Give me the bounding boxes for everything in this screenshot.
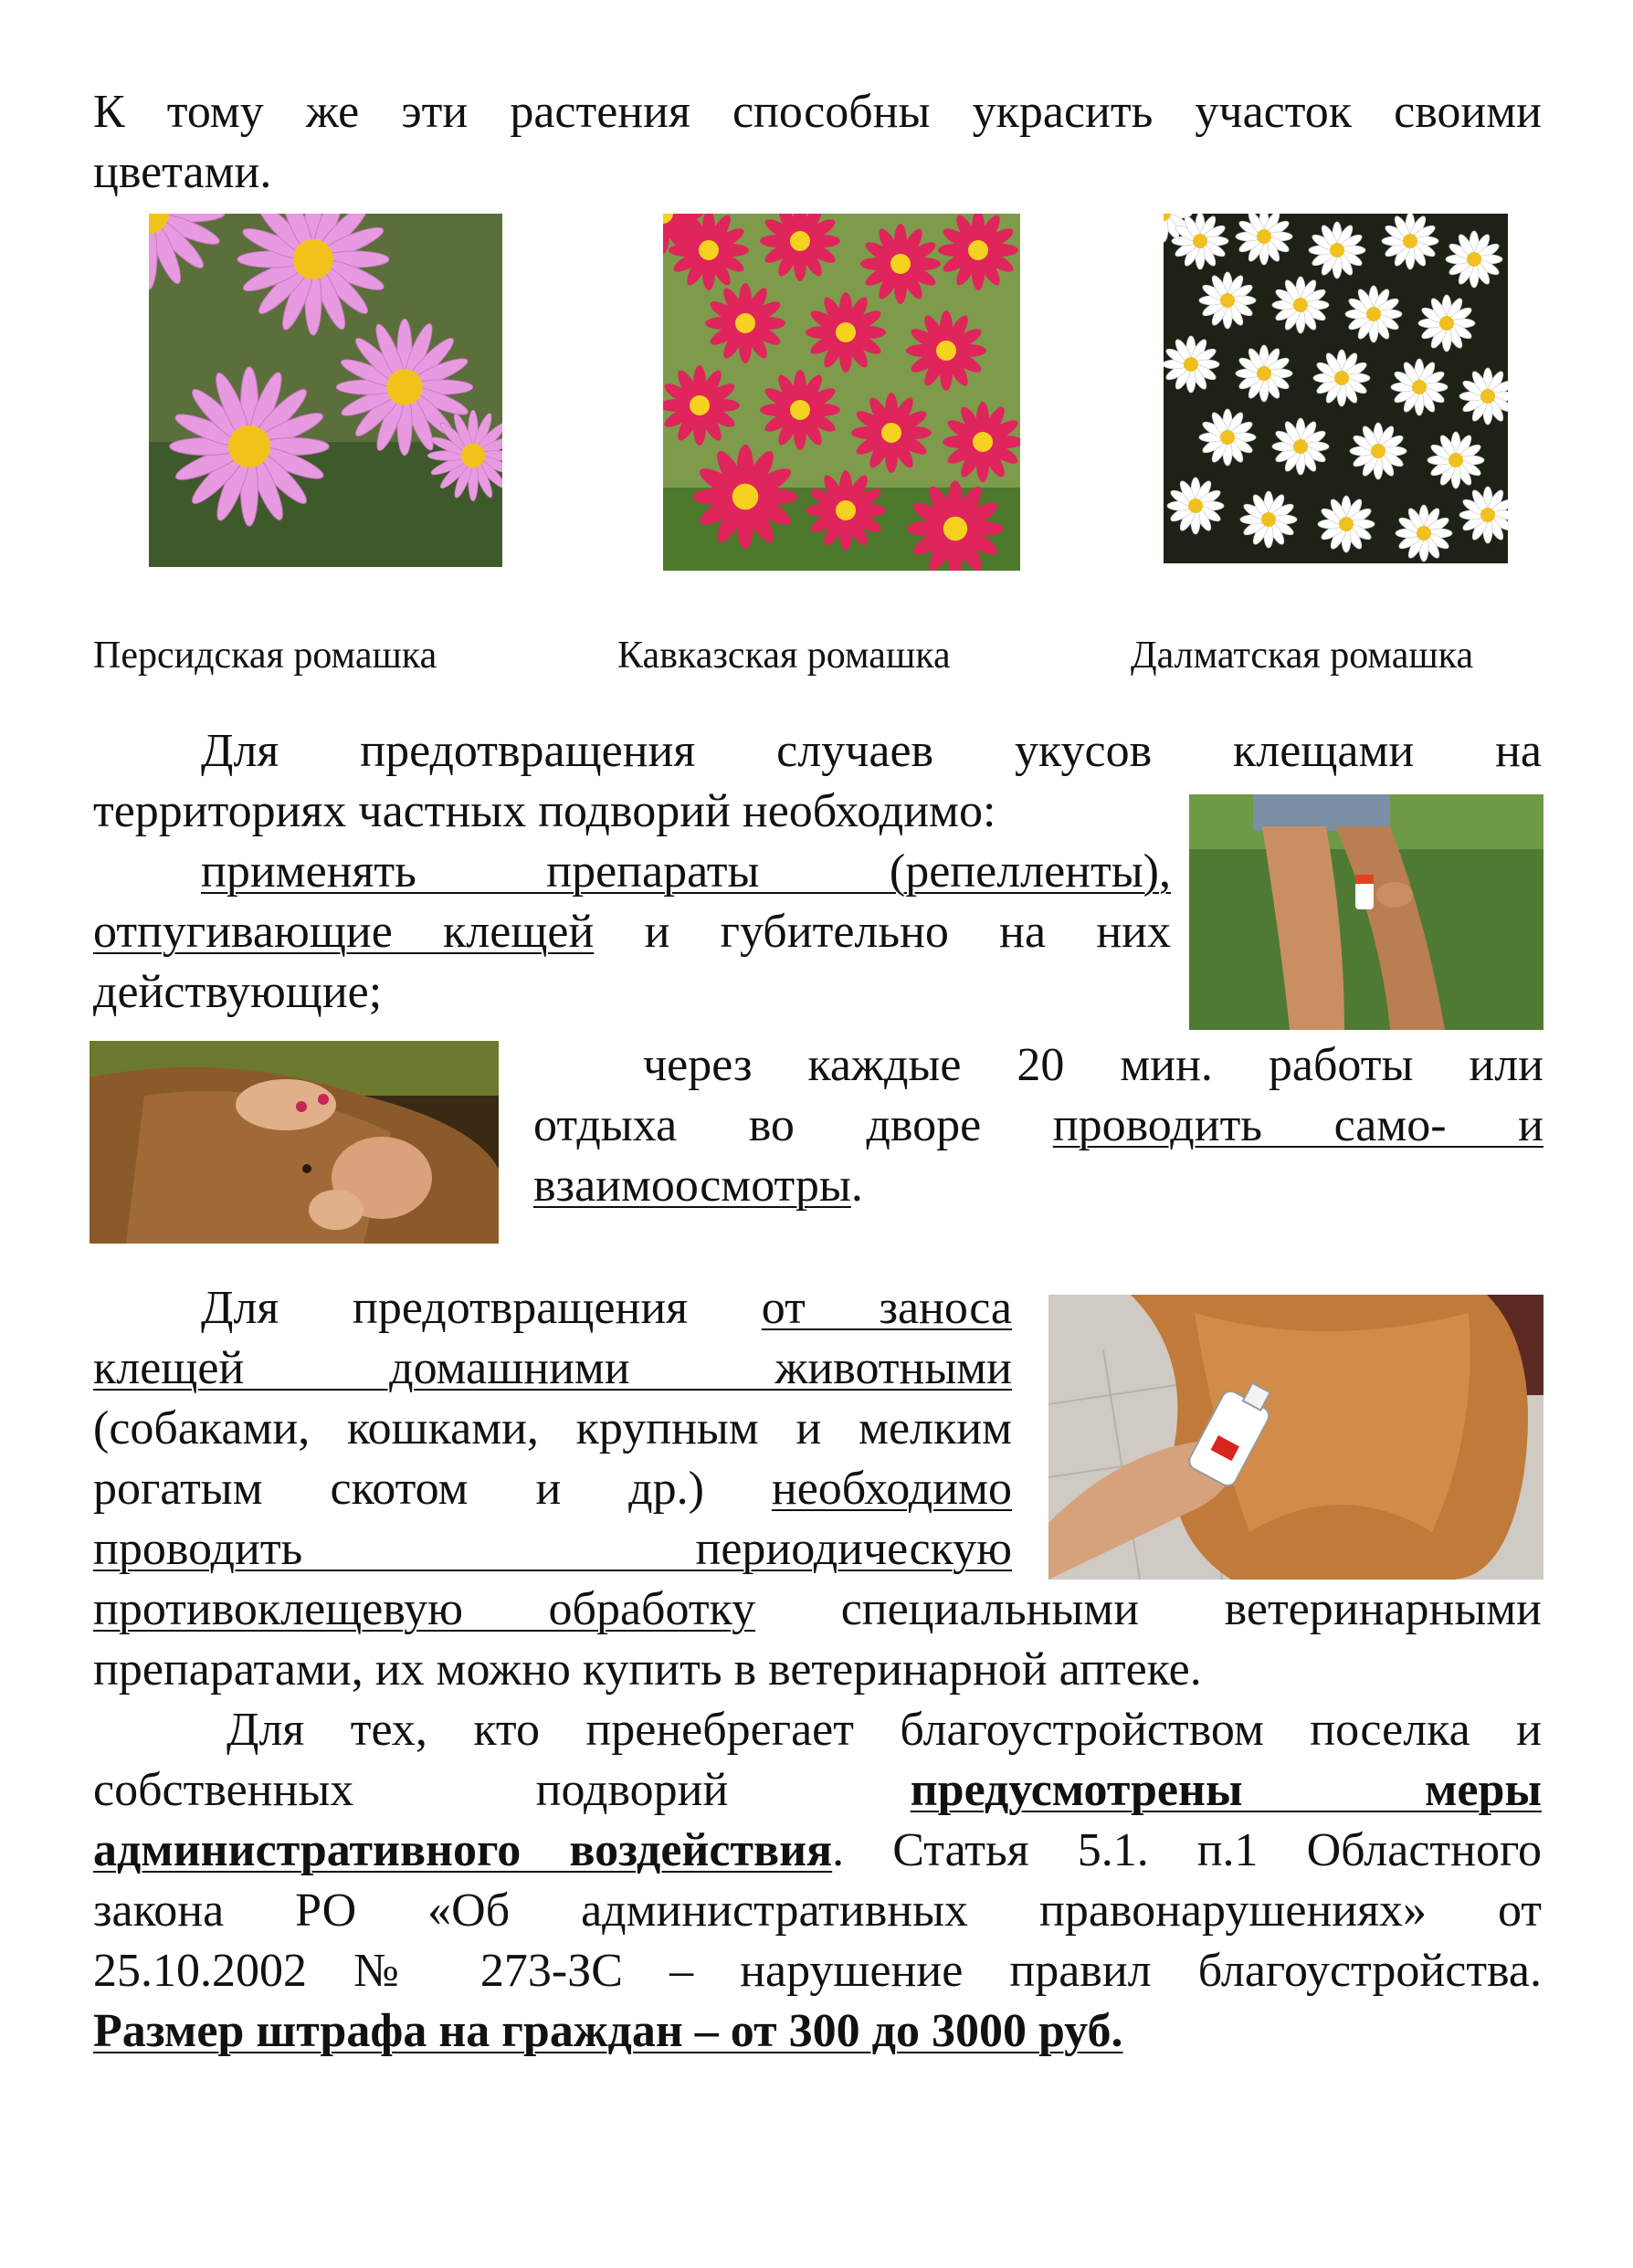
tick-lead-paragraph [93,721,1542,782]
pets-paragraph-cont [93,1580,1542,1700]
self-inspection-photo [90,1041,499,1244]
pets-line-3: (собаками, кошками, крупным и мелким [93,1402,1012,1454]
tick-lead-paragraph-2 [93,782,1171,1023]
pets-line-2 [93,1339,1012,1399]
pets-line-4: рогатым скотом и др.) необходимо [93,1463,1012,1515]
repellent-line-2: отпугивающие клещей и губительно на них [93,906,1172,958]
pets-line-7: препаратами, их можно купить в ветеринарной аптеке. [93,1643,1202,1696]
pets-underlined-2: клещей домашними животными [93,1342,1012,1394]
caucasian-chamomile-photo [663,214,1020,571]
repellent-spray-photo [1189,794,1543,1030]
pets-underlined-1: от заноса [761,1282,1013,1334]
pets-underlined-4: проводить периодическую [93,1523,1012,1575]
repellent-line-1 [93,842,1171,902]
repellent-underlined-1: применять препараты (репелленты), [201,845,1171,898]
intro-line-1: К тому же эти растения способны украсить участок своими [93,86,1542,138]
repellent-underlined-2: отпугивающие клещей [93,906,595,958]
tick-lead-line-1: Для предотвращения случаев укусов клещами на [201,725,1542,777]
intro-line-2: цветами. [93,146,272,198]
pets-line-5 [93,1519,1012,1580]
pets-line-1: Для предотвращения от заноса [201,1282,1013,1334]
fines-line-1: Для тех, кто пренебрегает благоустройством поселка и [227,1704,1542,1756]
caption-dalmatian: Далматская ромашка [1131,635,1474,677]
inspection-underlined-2: взаимоосмотры [533,1160,851,1212]
intro-paragraph [93,82,1542,203]
fines-line-2: собственных подворий предусмотрены меры [93,1764,1542,1816]
inspection-paragraph [533,1035,1543,1216]
inspection-underlined-1: проводить само- и [1052,1099,1543,1151]
pets-underlined-5: противоклещевую обработку [93,1583,756,1635]
pets-line-6: противоклещевую обработку специальными ветеринарными [93,1583,1542,1635]
fines-line-6 [93,2001,1542,2062]
fines-paragraph [93,1700,1542,2062]
fines-line-4: закона РО «Об административных правонарушениях» от [93,1885,1542,1937]
pet-treatment-photo [1048,1295,1543,1580]
fines-line-5: 25.10.2002 № 273-ЗС – нарушение правил благоустройства. [93,1945,1542,1997]
caption-persian: Персидская ромашка [93,635,437,677]
persian-chamomile-photo [149,214,502,567]
dalmatian-chamomile-photo [1164,214,1508,563]
pets-paragraph [93,1278,1012,1580]
fines-line-3: административного воздействия. Статья 5.1. п.1 Областного [93,1824,1542,1876]
fines-bold-underlined-2: административного воздействия [93,1824,833,1876]
tick-lead-line-2: территориях частных подворий необходимо: [93,785,996,837]
inspection-line-3: взаимоосмотры. [533,1160,863,1212]
inspection-line-1: через каждые 20 мин. работы или [643,1039,1543,1091]
repellent-line-3: действующие; [93,966,383,1018]
fine-amount: Размер штрафа на граждан – от 300 до 3000 руб. [93,2005,1123,2057]
caption-caucasian: Кавказская ромашка [617,635,951,677]
fines-bold-underlined-1: предусмотрены меры [910,1764,1542,1816]
pets-underlined-3: необходимо [771,1463,1012,1515]
inspection-line-2: отдыха во дворе проводить само- и [533,1099,1543,1151]
